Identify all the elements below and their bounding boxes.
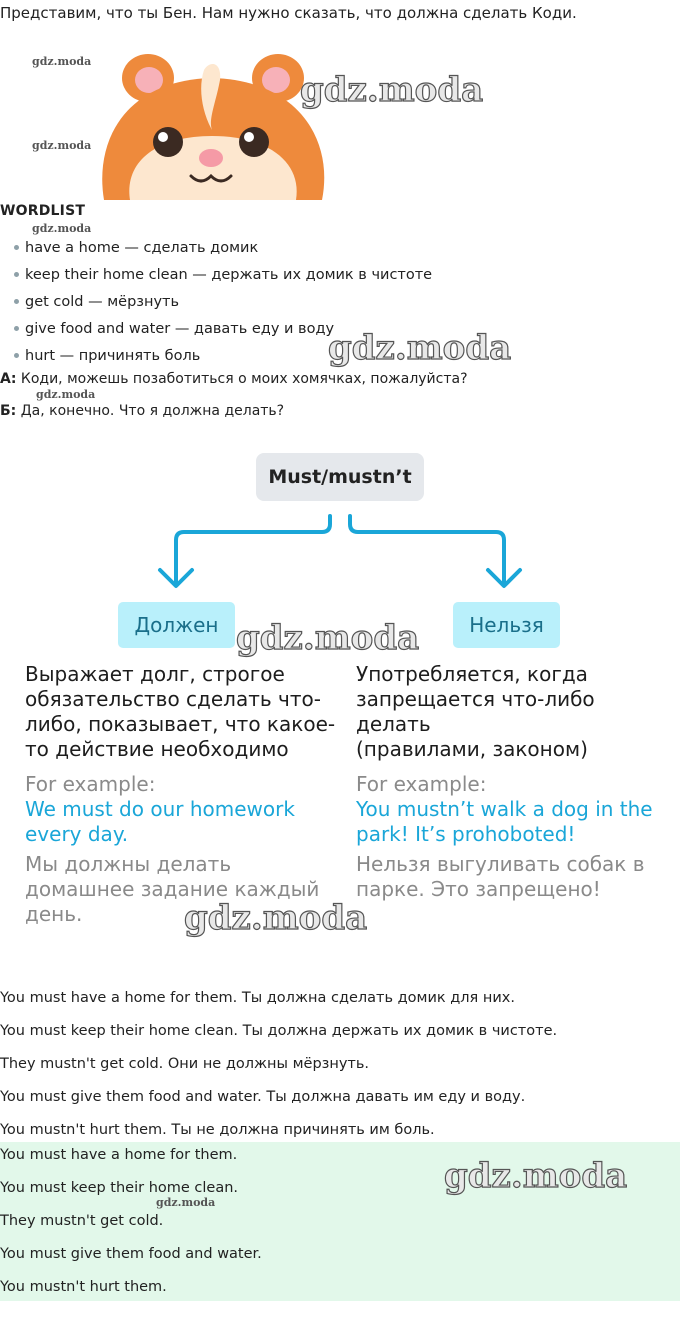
watermark-small: gdz.moda [32,139,92,152]
mustnt-pill: Нельзя [453,602,560,648]
must-example-en: We must do our homework every day. [25,797,295,846]
mustnt-example-label: For example: [356,772,487,796]
wordlist-item: give food and water — давать еду и воду [14,321,614,337]
wordlist-item: hurt — причинять боль [14,348,614,364]
watermark-small: gdz.moda [32,55,92,68]
answer-line: You must have a home for them. [0,1147,238,1163]
watermark-small: gdz.moda [156,1196,216,1209]
wordlist-item: get cold — мёрзнуть [14,294,614,310]
watermark-small: gdz.moda [36,388,96,401]
watermark-big: gdz.moda [444,1156,628,1196]
answer-translated-line: They mustn't get cold. Они не должны мёрзнуть. [0,1056,370,1072]
must-pill: Должен [118,602,235,648]
answer-translated-line: You must have a home for them. Ты должна сделать домик для них. [0,990,515,1006]
watermark-big: gdz.moda [236,618,420,658]
intro-text: Представим, что ты Бен. Нам нужно сказать, что должна сделать Коди. [0,4,577,22]
answer-line: You must keep their home clean. [0,1180,239,1196]
must-example-ru: Мы должны делать домашнее задание каждый день. [25,852,320,926]
mustnt-description: Употребляется, когда запрещается что-либо делать (правилами, законом) [356,662,595,761]
answer-translated-line: You must keep their home clean. Ты должна держать их домик в чистоте. [0,1023,558,1039]
watermark-big: gdz.moda [300,70,484,110]
must-example-label: For example: [25,772,156,796]
watermark-big: gdz.moda [328,328,512,368]
bullet-icon [14,353,19,358]
dialog-line: Б: Да, конечно. Что я должна делать? [0,403,285,419]
must-description: Выражает долг, строгое обязательство сделать что- либо, показывает, что какое- то действие необходимо [25,662,336,761]
answer-line: You mustn't hurt them. [0,1279,167,1295]
wordlist-item: keep their home clean — держать их домик в чистоте [14,267,614,283]
watermark-small: gdz.moda [32,222,92,235]
answer-translated-line: You mustn't hurt them. Ты не должна причинять им боль. [0,1122,435,1138]
dialog-line: А: Коди, можешь позаботиться о моих хомячках, пожалуйста? [0,371,468,387]
mustnt-example-ru: Нельзя выгуливать собак в парке. Это запрещено! [356,852,645,901]
mustnt-example-en: You mustn’t walk a dog in the park! It’s prohoboted! [356,797,653,846]
answer-line: They mustn't get cold. [0,1213,164,1229]
wordlist-title: WORDLIST [0,203,86,219]
bullet-icon [14,272,19,277]
must-mustnt-box: Must/mustn’t [256,453,424,501]
answer-line: You must give them food and water. [0,1246,262,1262]
bullet-icon [14,245,19,250]
wordlist-item: have a home — сделать домик [14,240,614,256]
bullet-icon [14,326,19,331]
bullet-icon [14,299,19,304]
answer-translated-line: You must give them food and water. Ты должна давать им еду и воду. [0,1089,526,1105]
branch-arrows [150,510,530,590]
watermark-big: gdz.moda [184,898,368,938]
